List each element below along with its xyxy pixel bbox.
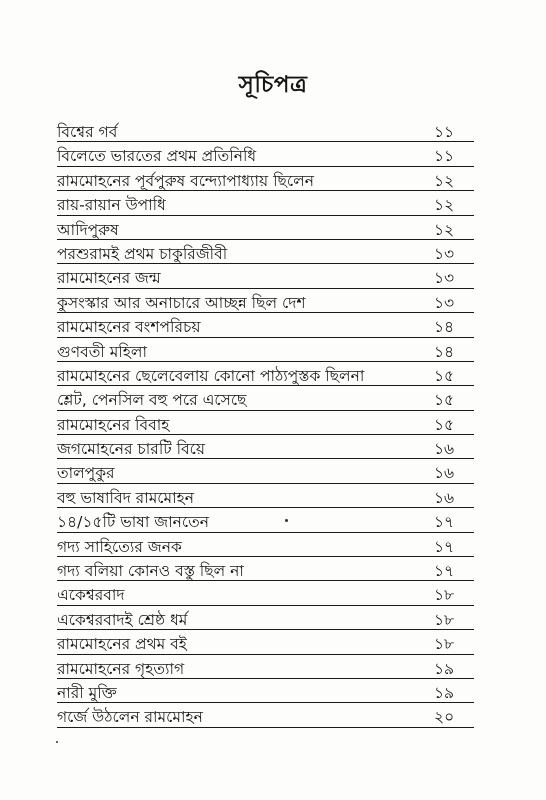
toc-entry-title: গুণবতী মহিলা <box>57 342 147 361</box>
table-of-contents <box>57 120 474 730</box>
toc-entry-title: পরশুরামই প্রথম চাকুরিজীবী <box>57 244 228 263</box>
toc-entry-page-number: ১৪ <box>434 342 455 361</box>
toc-entry <box>57 535 474 559</box>
toc-entry-title: তালপুকুর <box>57 464 115 483</box>
toc-underline <box>57 458 474 459</box>
toc-entry-page-number: ১২ <box>434 171 455 190</box>
toc-entry-page-number: ১৮ <box>434 635 455 654</box>
toc-entry-page-number: ১৩ <box>434 244 455 263</box>
toc-entry-title: রামমোহনের প্রথম বই <box>57 635 187 654</box>
toc-entry-page-number: ১৬ <box>434 440 455 459</box>
toc-underline <box>57 483 474 484</box>
toc-entry-title: রায়-রায়ান উপাধি <box>57 196 166 215</box>
toc-entry <box>57 632 474 656</box>
toc-entry <box>57 340 474 364</box>
paper-speck <box>56 741 58 743</box>
toc-underline <box>57 580 474 581</box>
toc-entry <box>57 486 474 510</box>
paper-speck <box>285 519 288 522</box>
toc-entry-title: কুসংস্কার আর অনাচারে আচ্ছন্ন ছিল দেশ <box>57 293 306 312</box>
toc-entry-title: একেশ্বরবাদই শ্রেষ্ঠ ধর্ম <box>57 610 188 629</box>
toc-entry-title: গর্জে উঠলেন রামমোহন <box>57 708 203 727</box>
toc-underline <box>57 166 474 167</box>
toc-entry <box>57 559 474 583</box>
toc-entry-title: রামমোহনের বিবাহ <box>57 415 170 434</box>
toc-entry-title: একেশ্বরবাদ <box>57 586 125 605</box>
toc-underline <box>57 629 474 630</box>
toc-entry-page-number: ১৫ <box>434 391 455 410</box>
toc-entry-page-number: ১৪ <box>434 318 455 337</box>
toc-entry-title: আদিপুরুষ <box>57 220 119 239</box>
toc-entry <box>57 657 474 681</box>
toc-underline <box>57 141 474 142</box>
toc-entry-page-number: ১২ <box>434 220 455 239</box>
toc-underline <box>57 337 474 338</box>
toc-entry-title: বহু ভাষাবিদ রামমোহন <box>57 488 195 507</box>
toc-underline <box>57 385 474 386</box>
toc-entry-title: রামমোহনের ছেলেবেলায় কোনো পাঠ্যপুস্তক ছিলনা <box>57 366 365 385</box>
toc-underline <box>57 410 474 411</box>
toc-entry <box>57 364 474 388</box>
toc-underline <box>57 678 474 679</box>
toc-underline <box>57 288 474 289</box>
toc-entry <box>57 681 474 705</box>
toc-entry <box>57 608 474 632</box>
toc-entry <box>57 218 474 242</box>
toc-entry <box>57 388 474 412</box>
toc-entry-page-number: ১১ <box>434 123 455 141</box>
toc-entry-page-number: ২০ <box>434 708 455 727</box>
toc-underline <box>57 654 474 655</box>
toc-entry <box>57 437 474 461</box>
toc-entry-page-number: ১৭ <box>434 537 455 556</box>
toc-entry-page-number: ১৬ <box>434 464 455 483</box>
toc-entry <box>57 291 474 315</box>
toc-underline <box>57 556 474 557</box>
toc-entry <box>57 413 474 437</box>
page-title: সূচিপত্র <box>238 72 308 98</box>
toc-entry-page-number: ১২ <box>434 196 455 215</box>
toc-entry-page-number: ১১ <box>434 147 455 166</box>
toc-entry-title: ১৪/১৫টি ভাষা জানতেন <box>57 513 209 532</box>
toc-entry-page-number: ১৭ <box>434 562 455 581</box>
toc-entry-title: জগমোহনের চারটি বিয়ে <box>57 440 206 459</box>
toc-underline <box>57 239 474 240</box>
toc-entry-page-number: ১৫ <box>434 415 455 434</box>
toc-entry-page-number: ১৮ <box>434 586 455 605</box>
toc-entry-title: রামমোহনের জন্ম <box>57 269 161 288</box>
toc-entry-page-number: ১৯ <box>434 683 455 702</box>
toc-entry-page-number: ১৩ <box>434 269 455 288</box>
toc-entry-title: নারী মুক্তি <box>57 683 117 702</box>
toc-entry-page-number: ১৬ <box>434 488 455 507</box>
toc-entry-page-number: ১৯ <box>434 659 455 678</box>
toc-entry <box>57 315 474 339</box>
toc-entry-page-number: ১৮ <box>434 610 455 629</box>
toc-underline <box>57 190 474 191</box>
toc-entry <box>57 461 474 485</box>
toc-entry-title: রামমোহনের পূর্বপুরুষ বন্দ্যোপাধ্যায় ছিলেন <box>57 171 314 190</box>
toc-entry-title: রামমোহনের বংশপরিচয় <box>57 318 201 337</box>
toc-underline <box>57 605 474 606</box>
toc-entry <box>57 510 474 534</box>
toc-entry <box>57 266 474 290</box>
toc-entry <box>57 705 474 729</box>
toc-entry-page-number: ১৩ <box>434 293 455 312</box>
toc-entry-page-number: ১৫ <box>434 366 455 385</box>
toc-underline <box>57 727 474 728</box>
toc-entry-title: গদ্য সাহিত্যের জনক <box>57 537 182 556</box>
toc-entry-title: গদ্য বলিয়া কোনও বস্তু ছিল না <box>57 562 244 581</box>
toc-entry <box>57 193 474 217</box>
toc-entry-title: শ্লেট, পেনসিল বহু পরে এসেছে <box>57 391 247 410</box>
toc-underline <box>57 434 474 435</box>
toc-entry-title: বিলেতে ভারতের প্রথম প্রতিনিধি <box>57 147 257 166</box>
toc-entry <box>57 242 474 266</box>
toc-entry <box>57 120 474 144</box>
toc-entry <box>57 169 474 193</box>
toc-entry <box>57 583 474 607</box>
toc-entry-title: রামমোহনের গৃহত্যাগ <box>57 659 185 678</box>
toc-underline <box>57 532 474 533</box>
toc-underline <box>57 263 474 264</box>
toc-underline <box>57 215 474 216</box>
toc-underline <box>57 312 474 313</box>
toc-entry-page-number: ১৭ <box>434 513 455 532</box>
toc-entry-title: বিশ্বের গর্ব <box>57 123 118 141</box>
toc-entry <box>57 144 474 168</box>
toc-underline <box>57 361 474 362</box>
toc-underline <box>57 507 474 508</box>
toc-underline <box>57 702 474 703</box>
